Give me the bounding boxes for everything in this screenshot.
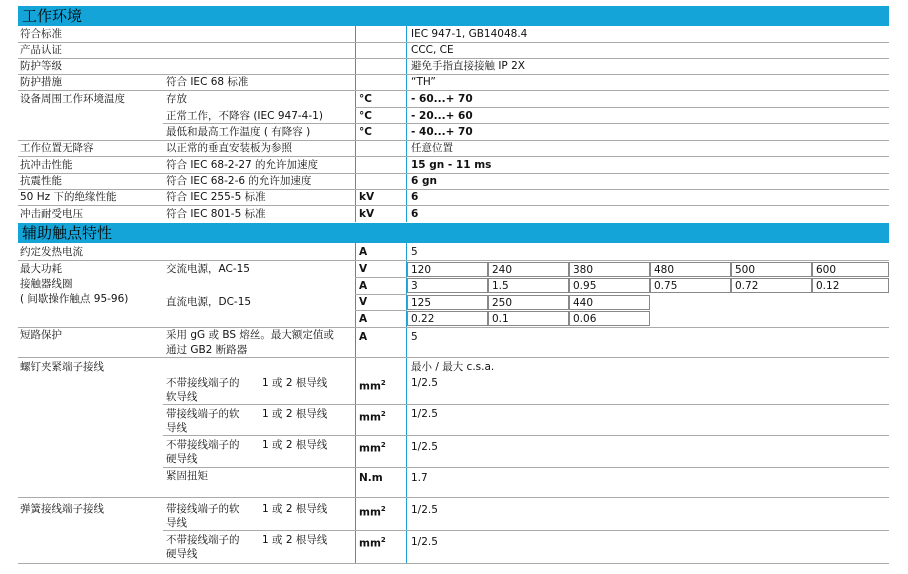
- row-value: CCC, CE: [411, 44, 454, 56]
- screw-value: 1/2.5: [411, 441, 438, 453]
- row-line: [163, 123, 889, 124]
- screw-unit: $mm^2$: [359, 441, 386, 455]
- row-value: - 40...+ 70: [411, 126, 473, 138]
- row-sub: 符合 IEC 68 标准: [166, 76, 249, 88]
- spring-sub1: 带接线端子的软: [166, 503, 240, 515]
- ac-current-cell: 0.75: [650, 278, 731, 293]
- row-line: [18, 74, 889, 75]
- col-divider: [355, 26, 356, 222]
- spring-cond: 1 或 2 根导线: [262, 534, 328, 546]
- short-circuit-value: 5: [411, 331, 418, 343]
- screw-sub1: 不带接线端子的: [166, 439, 240, 451]
- row-label: 设备周围工作环境温度: [20, 93, 125, 105]
- screw-cond: 1 或 2 根导线: [262, 377, 328, 389]
- screw-unit: $mm^2$: [359, 410, 386, 424]
- screw-value: 1/2.5: [411, 408, 438, 420]
- row-value: - 60...+ 70: [411, 93, 473, 105]
- section-header-auxiliary-contacts: 辅助触点特性: [18, 223, 889, 243]
- ac-current-cell: 0.12: [812, 278, 889, 293]
- screw-cond: 1 或 2 根导线: [262, 439, 328, 451]
- ac-voltage-cell: 120: [407, 262, 488, 277]
- row-line: [355, 107, 889, 108]
- dc-label: 直流电源，DC-15: [166, 296, 252, 308]
- row-line: [18, 205, 889, 206]
- row-sub: 以正常的垂直安装板为参照: [166, 142, 292, 154]
- ac-voltage-cell: 500: [731, 262, 812, 277]
- row-line: [18, 189, 889, 190]
- spring-sub2: 硬导线: [166, 548, 198, 560]
- row-value: 6: [411, 208, 419, 220]
- row-line: [18, 260, 889, 261]
- power-label-3: ( 间歇操作触点 95-96): [20, 293, 129, 305]
- torque-value: 1.7: [411, 472, 428, 484]
- row-value: IEC 947-1, GB14048.4: [411, 28, 528, 40]
- spring-unit: $mm^2$: [359, 536, 386, 550]
- row-unit: kV: [359, 191, 375, 203]
- dc-current-cell: 0.06: [569, 311, 650, 326]
- row-sub: 符合 IEC 801-5 标准: [166, 208, 266, 220]
- row-unit: °C: [359, 110, 372, 122]
- row-line: [18, 327, 889, 328]
- screw-terminal-label: 螺钉夹紧端子接线: [20, 361, 104, 373]
- row-sub: 符合 IEC 255-5 标准: [166, 191, 266, 203]
- dc-voltage-cell: 440: [569, 295, 650, 310]
- screw-unit: $mm^2$: [359, 379, 386, 393]
- spring-sub2: 导线: [166, 517, 187, 529]
- short-circuit-sub1: 采用 gG 或 BS 熔丝。最大额定值或: [166, 329, 334, 341]
- row-line: [18, 497, 889, 498]
- spring-value: 1/2.5: [411, 536, 438, 548]
- row-line: [163, 530, 889, 531]
- row-value: 15 gn - 11 ms: [411, 159, 492, 171]
- torque-label: 紧固扭矩: [166, 470, 208, 482]
- row-unit: °C: [359, 93, 372, 105]
- dc-voltage-cell: 250: [488, 295, 569, 310]
- row-sub: 存放: [166, 93, 187, 105]
- ac-voltage-cell: 600: [812, 262, 889, 277]
- row-line: [163, 404, 889, 405]
- rated-current-label: 约定发热电流: [20, 246, 83, 258]
- ac-voltage-cell: 380: [569, 262, 650, 277]
- row-label: 抗冲击性能: [20, 159, 73, 171]
- row-label: 符合标准: [20, 28, 62, 40]
- screw-sub1: 不带接线端子的: [166, 377, 240, 389]
- power-label-1: 最大功耗: [20, 263, 62, 275]
- row-line: [18, 156, 889, 157]
- screw-value: 1/2.5: [411, 377, 438, 389]
- ac-current-cell: 0.95: [569, 278, 650, 293]
- row-line: [18, 173, 889, 174]
- row-line: [355, 310, 407, 311]
- row-value: 6 gn: [411, 175, 437, 187]
- dc-voltage-cell: 125: [407, 295, 488, 310]
- row-line: [355, 277, 407, 278]
- row-label: 工作位置无降容: [20, 142, 94, 154]
- short-circuit-label: 短路保护: [20, 329, 62, 341]
- table-bottom-line: [18, 563, 889, 564]
- ac-voltage-cell: 480: [650, 262, 731, 277]
- screw-sub1: 带接线端子的软: [166, 408, 240, 420]
- screw-cond: 1 或 2 根导线: [262, 408, 328, 420]
- row-label: 防护等级: [20, 60, 62, 72]
- short-circuit-sub2: 通过 GB2 断路器: [166, 344, 248, 356]
- row-sub: 符合 IEC 68-2-6 的允许加速度: [166, 175, 312, 187]
- unit-v: V: [359, 296, 368, 308]
- rated-current-unit: A: [359, 246, 368, 258]
- row-line: [18, 90, 889, 91]
- row-unit: kV: [359, 208, 375, 220]
- unit-v: V: [359, 263, 368, 275]
- row-value: 避免手指直接接触 IP 2X: [411, 60, 525, 72]
- row-value: “TH”: [411, 76, 436, 88]
- row-label: 抗震性能: [20, 175, 62, 187]
- row-unit: °C: [359, 126, 372, 138]
- spring-sub1: 不带接线端子的: [166, 534, 240, 546]
- row-line: [163, 435, 889, 436]
- screw-sub2: 硬导线: [166, 453, 198, 465]
- row-sub: 符合 IEC 68-2-27 的允许加速度: [166, 159, 319, 171]
- row-line: [18, 357, 889, 358]
- row-line: [18, 140, 889, 141]
- row-sub: 最低和最高工作温度 ( 有降容 ): [166, 126, 311, 138]
- unit-a: A: [359, 313, 368, 325]
- dc-current-cell: 0.1: [488, 311, 569, 326]
- screw-sub2: 导线: [166, 422, 187, 434]
- spring-value: 1/2.5: [411, 504, 438, 516]
- spring-terminal-label: 弹簧接线端子接线: [20, 503, 104, 515]
- dc-current-cell: 0.22: [407, 311, 488, 326]
- short-circuit-unit: A: [359, 331, 368, 343]
- row-value: 任意位置: [411, 142, 453, 154]
- screw-sub2: 软导线: [166, 391, 198, 403]
- row-line: [355, 294, 407, 295]
- row-label: 冲击耐受电压: [20, 208, 83, 220]
- rated-current-value: 5: [411, 246, 418, 258]
- row-value: 6: [411, 191, 419, 203]
- ac-voltage-cell: 240: [488, 262, 569, 277]
- spring-cond: 1 或 2 根导线: [262, 503, 328, 515]
- screw-header-value: 最小 / 最大 c.s.a.: [411, 361, 495, 373]
- ac-current-cell: 1.5: [488, 278, 569, 293]
- power-label-2: 接触器线圈: [20, 278, 73, 290]
- ac-current-cell: 3: [407, 278, 488, 293]
- row-label: 50 Hz 下的绝缘性能: [20, 191, 117, 203]
- row-label: 产品认证: [20, 44, 62, 56]
- spring-unit: $mm^2$: [359, 505, 386, 519]
- row-line: [163, 467, 889, 468]
- section-header-environment: 工作环境: [18, 6, 889, 26]
- torque-unit: N.m: [359, 472, 383, 484]
- row-sub: 正常工作，不降容 (IEC 947-4-1): [166, 110, 323, 122]
- col-divider: [355, 243, 356, 563]
- ac-current-cell: 0.72: [731, 278, 812, 293]
- row-value: - 20...+ 60: [411, 110, 473, 122]
- row-label: 防护措施: [20, 76, 62, 88]
- col-divider: [406, 26, 407, 222]
- unit-a: A: [359, 280, 368, 292]
- ac-label: 交流电源，AC-15: [166, 263, 250, 275]
